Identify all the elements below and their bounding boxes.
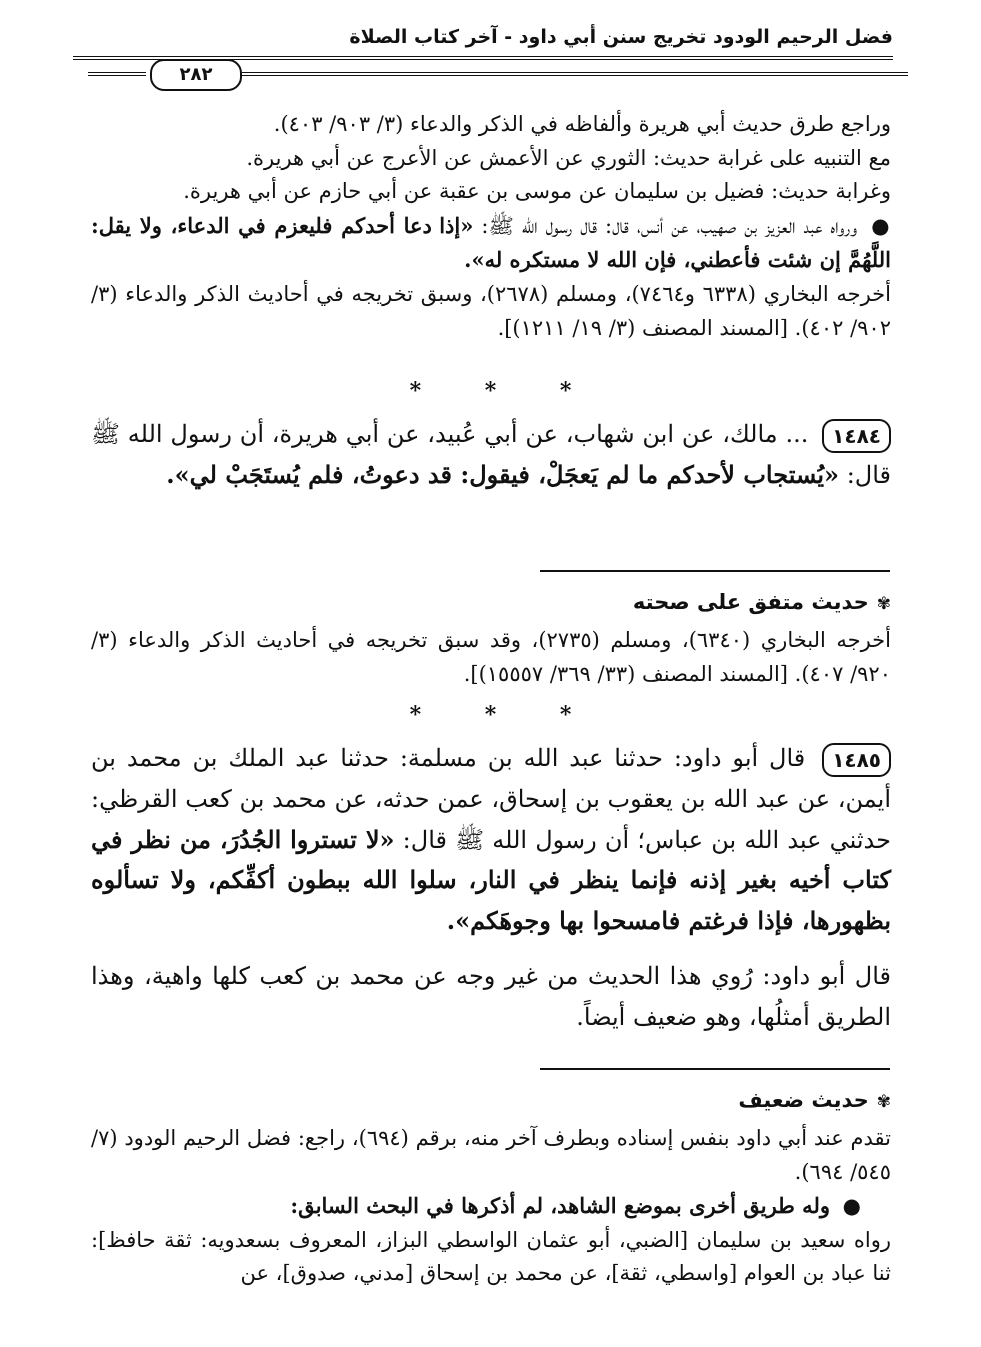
hadith-text: «يُستجاب لأحدكم ما لم يَعجَلْ، فيقول: قد دعوتُ، فلم يُستَجَبْ لي». — [166, 459, 840, 489]
running-header: فضل الرحيم الودود تخريج سنن أبي داود - آخر كتاب الصلاة — [349, 26, 893, 48]
text-line: وغرابة حديث: فضيل بن سليمان عن موسى بن عقبة عن أبي حازم عن أبي هريرة. — [183, 179, 891, 204]
hadith-chain: ... مالك، عن ابن شهاب، عن أبي عُبيد، عن أبي هريرة، أن رسول الله ﷺ قال: — [91, 420, 891, 489]
header-line-right — [242, 72, 908, 76]
header-row — [88, 58, 908, 94]
takhrij-text: أخرجه البخاري (٦٣٣٨ و٧٤٦٤)، ومسلم (٢٦٧٨)، وسبق تخريجه في أحاديث الذكر والدعاء (٣/ ٩٠٢/ ٤٠٢). [المسند المصنف (٣/ ١٩/ ١٢١١)]. — [91, 281, 891, 340]
hadith-text: «لا تستروا الجُدُرَ، من نظر في كتاب أخيه بغير إذنه فإنما ينظر في النار، سلوا الله ببطون أكفِّكم، ولا تسألوه بظهورها، فإذا فرغتم فامسحوا بها وجوهَكم». — [91, 824, 891, 936]
hadith-1485 — [91, 738, 891, 942]
section-separator: * * * — [409, 702, 600, 728]
takhrij-1484: أخرجه البخاري (٦٣٤٠)، ومسلم (٢٧٣٥)، وقد سبق تخريجه في أحاديث الذكر والدعاء (٣/ ٩٢٠/ ٤٠٧). [المسند المصنف (٣٣/ ٣٦٩/ ١٥٥٥٧)]. — [91, 628, 891, 686]
section-separator: * * * — [409, 378, 600, 404]
bullet-icon: ● — [871, 212, 891, 238]
hadith-number: ١٤٨٤ — [822, 419, 891, 453]
narration-anas — [91, 209, 891, 278]
divider — [540, 570, 890, 572]
hadith-text: «إذا دعا أحدكم فليعزم في الدعاء، ولا يقل: اللَّهُمَّ إن شئت فأعطني، فإن الله لا مستكره له». — [91, 212, 891, 273]
grade-label: حديث متفق على صحته — [632, 590, 869, 614]
grade-heading-authentic — [91, 590, 891, 614]
flower-icon: ✾ — [876, 594, 891, 614]
text-line: وراجع طرق حديث أبي هريرة وألفاظه في الذكر والدعاء (٣/ ٩٠٣/ ٤٠٣). — [273, 112, 891, 136]
page-number: ٢٨٢ — [150, 59, 242, 91]
hadith-chain: قال أبو داود: حدثنا عبد الله بن مسلمة: حدثنا عبد الملك بن محمد بن أيمن، عن عبد الله بن يعقوب بن إسحاق، عمن حدثه، عن محمد بن كعب القرظي: حدثني عبد الله بن عباس؛ أن رسول الله ﷺ قال: — [91, 744, 891, 854]
header-line-left — [88, 72, 146, 76]
grade-label: حديث ضعيف — [738, 1088, 869, 1112]
paragraph-review-reference — [91, 108, 891, 345]
abu-dawud-comment: قال أبو داود: رُوي هذا الحديث من غير وجه عن محمد بن كعب كلها واهية، وهذا الطريق أمثلُها، وهو ضعيف أيضاً. — [91, 962, 891, 1031]
route-heading: وله طريق أخرى بموضع الشاهد، لم أذكرها في البحث السابق: — [290, 1193, 830, 1219]
text-line: مع التنبيه على غرابة حديث: الثوري عن الأعمش عن الأعرج عن أبي هريرة. — [246, 145, 891, 170]
flower-icon: ✾ — [876, 1092, 891, 1112]
takhrij-1485 — [91, 1122, 891, 1291]
bullet-icon: ● — [842, 1193, 861, 1219]
hadith-number: ١٤٨٥ — [822, 743, 891, 777]
divider — [540, 1068, 890, 1070]
text-line: تقدم عند أبي داود بنفس إسناده وبطرف آخر منه، برقم (٦٩٤)، راجع: فضل الرحيم الودود (٧/ ٥٤٥/ ٦٩٤). — [91, 1126, 891, 1184]
grade-heading-weak — [91, 1088, 891, 1112]
narration-chain: ورواه عبد العزيز بن صهيب، عن أنس، قال: قال رسول الله ﷺ: — [481, 213, 858, 238]
additional-route — [91, 1189, 891, 1224]
hadith-1484 — [91, 414, 891, 496]
route-text: رواه سعيد بن سليمان [الضبي، أبو عثمان الواسطي البزاز، المعروف بسعدويه: ثقة حافظ]: ثنا عباد بن العوام [واسطي، ثقة]، عن محمد بن إسحاق [مدني، صدوق]، عن — [91, 1227, 891, 1286]
